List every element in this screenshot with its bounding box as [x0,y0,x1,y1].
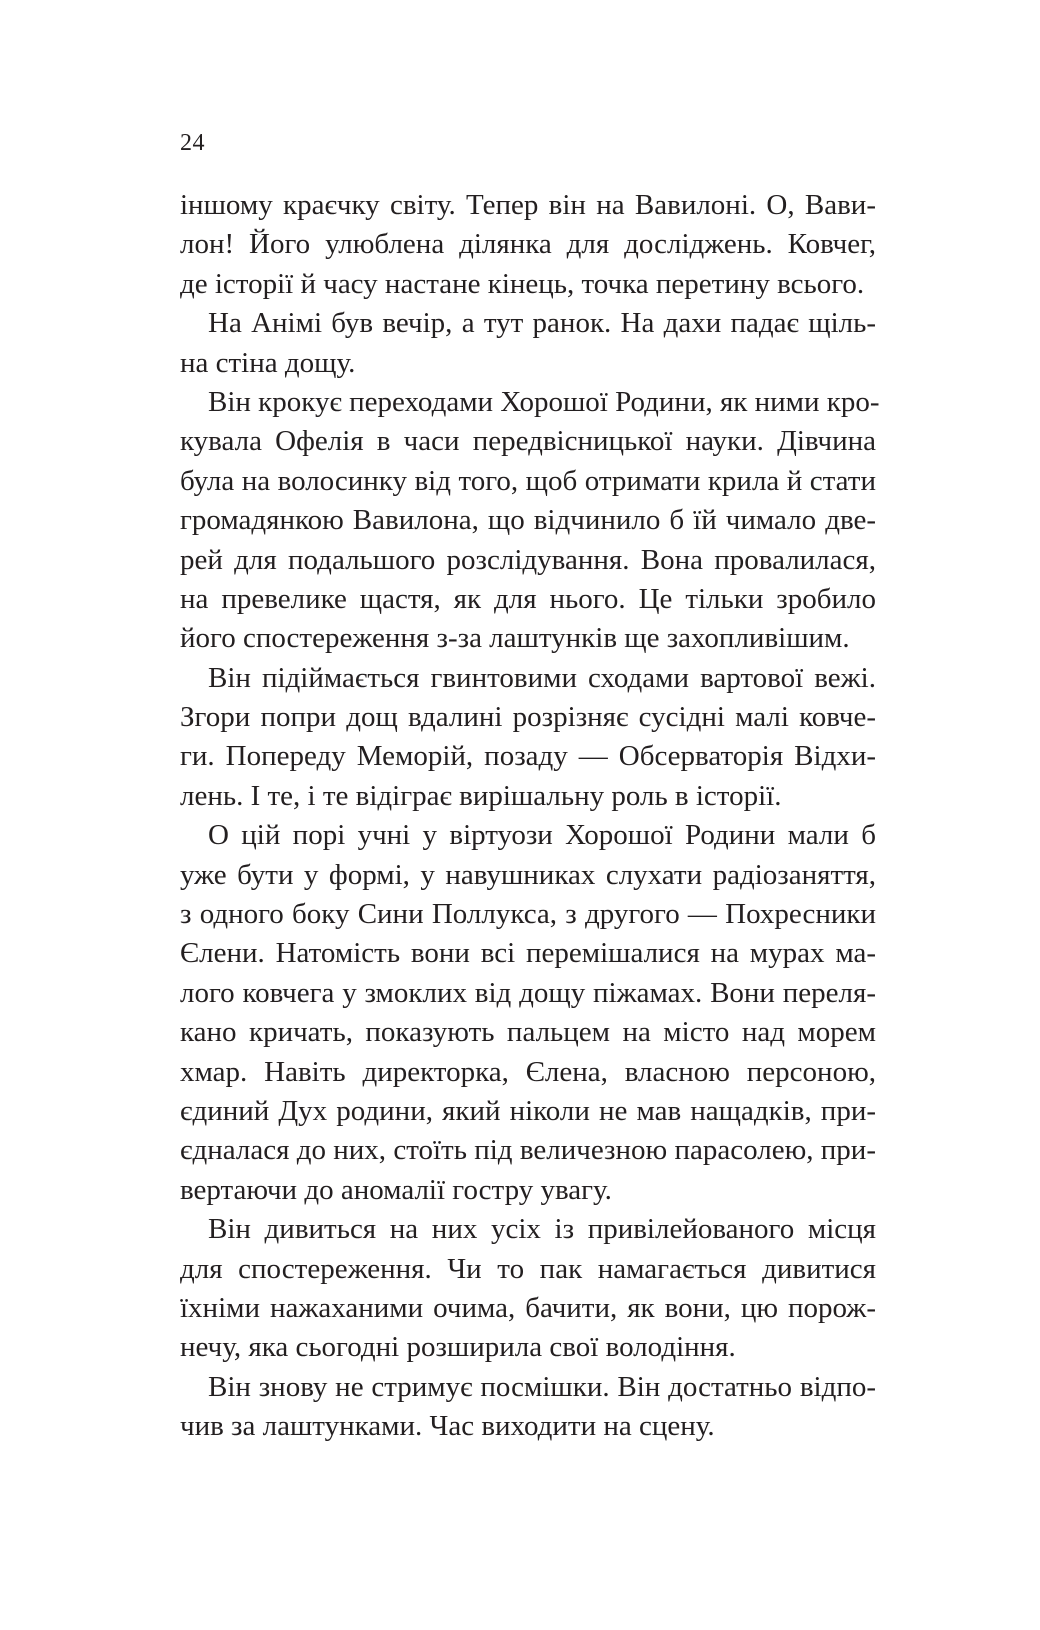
text-line: його спостереження з-за лаштунків ще захопливішим. [180,622,850,655]
paragraph [180,816,876,1210]
text-line: з одного боку Сини Поллукса, з другого — Похресники [180,898,876,931]
text-line: на стіна дощу. [180,346,356,379]
paragraph [180,1210,876,1368]
text-line: хмар. Навіть директорка, Єлена, власною персоною, [180,1055,876,1088]
text-line: Він дивиться на них усіх із привілейованого місця [208,1213,876,1246]
text-line: уже бути у формі, у навушниках слухати радіозаняття, [180,858,876,891]
text-line: лого ковчега у змоклих від дощу піжамах. Вони переля- [180,976,876,1009]
paragraph [180,1368,876,1447]
page-number: 24 [180,130,205,156]
text-line: Він підіймається гвинтовими сходами вартової вежі. [208,661,876,694]
text-line: чив за лаштунками. Час виходити на сцену. [180,1410,715,1443]
text-line: іншому краєчку світу. Тепер він на Вавилоні. О, Вави- [180,189,876,221]
text-line: громадянкою Вавилона, що відчинило б їй чимало две- [180,504,876,537]
text-line: єдналася до них, стоїть під величезною парасолею, при- [180,1134,876,1167]
text-line: Він крокує переходами Хорошої Родини, як ними кро- [208,385,880,418]
text-line: їхніми нажаханими очима, бачити, як вони, цю порож- [180,1291,876,1324]
text-line: Він знову не стримує посмішки. Він достатньо відпо- [208,1370,876,1403]
text-line: лон! Його улюблена ділянка для досліджень. Ковчег, [180,228,876,261]
text-line: На Анімі був вечір, а тут ранок. На дахи падає щіль- [208,307,876,340]
text-line: О цій порі учні у віртуози Хорошої Родини мали б [208,819,876,852]
text-line: на превелике щастя, як для нього. Це тільки зробило [180,582,876,615]
text-line: нечу, яка сьогодні розширила свої володіння. [180,1331,736,1364]
body-text [180,186,880,1447]
paragraph [180,383,880,659]
text-line: Єлени. Натомість вони всі перемішалися на мурах ма- [180,937,876,970]
paragraph [180,186,876,304]
text-line: вертаючи до аномалії гостру увагу. [180,1173,612,1206]
paragraph [180,659,876,817]
text-line: для спостереження. Чи то пак намагається дивитися [180,1252,876,1285]
text-line: де історії й часу настане кінець, точка перетину всього. [180,267,865,300]
text-line: кано кричать, показують пальцем на місто над морем [180,1016,876,1049]
text-line: кувала Офелія в часи передвісницької науки. Дівчина [180,425,876,458]
text-line: лень. І те, і те відіграє вирішальну роль в історії. [180,779,782,812]
text-line: Згори попри дощ вдалині розрізняє сусідні малі ковче- [180,701,876,734]
paragraph [180,304,876,383]
text-line: була на волосинку від того, щоб отримати крила й стати [180,464,876,497]
text-line: єдиний Дух родини, який ніколи не мав нащадків, при- [180,1094,876,1127]
text-line: рей для подальшого розслідування. Вона провалилася, [180,543,876,576]
text-line: ги. Попереду Меморій, позаду — Обсерваторія Відхи- [180,740,876,773]
